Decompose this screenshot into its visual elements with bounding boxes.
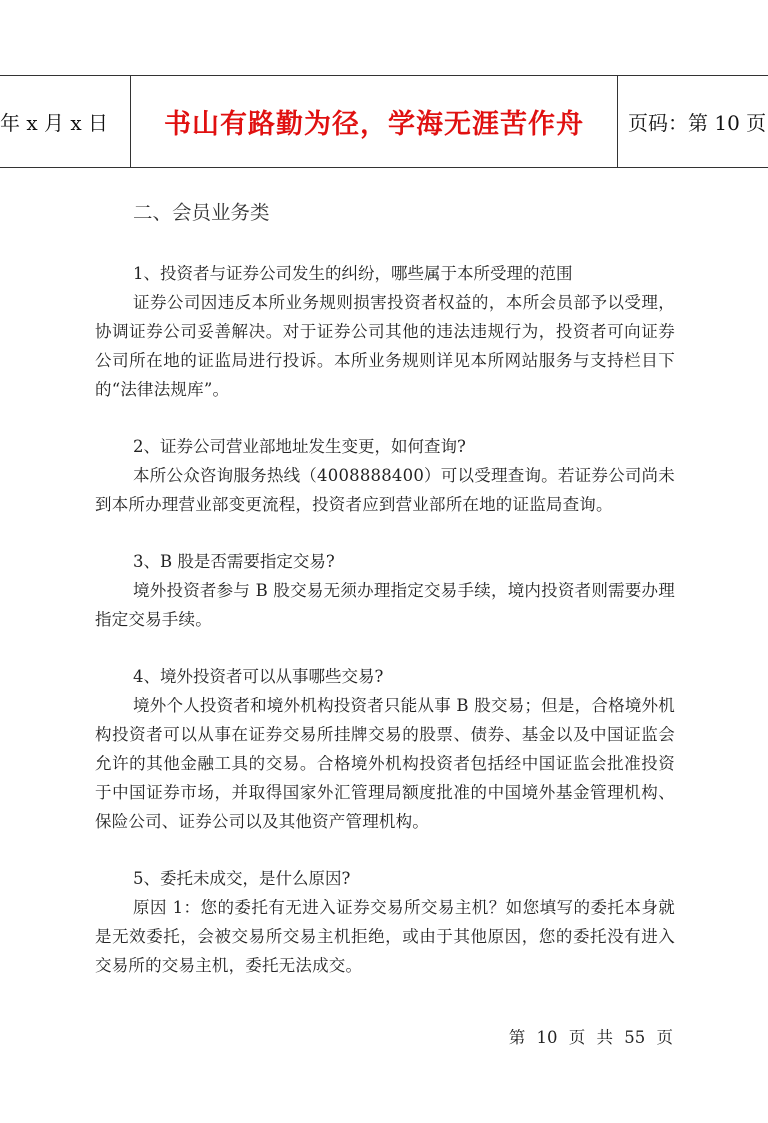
answer-text: 原因 1：您的委托有无进入证券交易所交易主机？如您填写的委托本身就是无效委托，会被交易所交易主机拒绝，或由于其他原因，您的委托没有进入交易所的交易主机，委托无法成交。 xyxy=(95,898,675,975)
question-text: 4、境外投资者可以从事哪些交易? xyxy=(133,667,384,686)
answer-text: 境外投资者参与 B 股交易无须办理指定交易手续，境内投资者则需要办理指定交易手续。 xyxy=(95,581,675,629)
header-motto: 书山有路勤为径，学海无涯苦作舟 xyxy=(131,76,618,167)
answer-text: 证券公司因违反本所业务规则损害投资者权益的，本所会员部予以受理，协调证券公司妥善解决。对于证券公司其他的违法违规行为，投资者可向证券公司所在地的证监局进行投诉。本所业务规则详见本所网站服务与支持栏目下的“法律法规库”。 xyxy=(95,293,675,399)
page-footer: 第 10 页 共 55 页 xyxy=(508,1028,673,1047)
page-header xyxy=(0,75,768,168)
qa-item xyxy=(95,432,675,519)
header-page-number: 页码：第 10 页 xyxy=(628,111,767,135)
question-text: 3、B 股是否需要指定交易? xyxy=(133,552,335,571)
qa-item xyxy=(95,662,675,836)
qa-item xyxy=(95,259,675,404)
question-text: 2、证券公司营业部地址发生变更，如何查询? xyxy=(133,437,466,456)
answer-text: 本所公众咨询服务热线（4008888400）可以受理查询。若证券公司尚未到本所办理营业部变更流程，投资者应到营业部所在地的证监局查询。 xyxy=(95,466,675,514)
header-date: 年 x 月 x 日 xyxy=(0,76,131,167)
answer-text: 境外个人投资者和境外机构投资者只能从事 B 股交易；但是，合格境外机构投资者可以从事在证券交易所挂牌交易的股票、债券、基金以及中国证监会允许的其他金融工具的交易。合格境外机构投资者包括经中国证监会批准投资于中国证券市场，并取得国家外汇管理局额度批准的中国境外基金管理机构、保险公司、证券公司以及其他资产管理机构。 xyxy=(95,696,675,831)
qa-item xyxy=(95,547,675,634)
document-body xyxy=(95,195,675,1008)
question-text: 5、委托未成交，是什么原因? xyxy=(133,869,351,888)
question-text: 1、投资者与证券公司发生的纠纷，哪些属于本所受理的范围 xyxy=(133,264,573,283)
section-title: 二、会员业务类 xyxy=(133,201,270,224)
qa-item xyxy=(95,864,675,980)
